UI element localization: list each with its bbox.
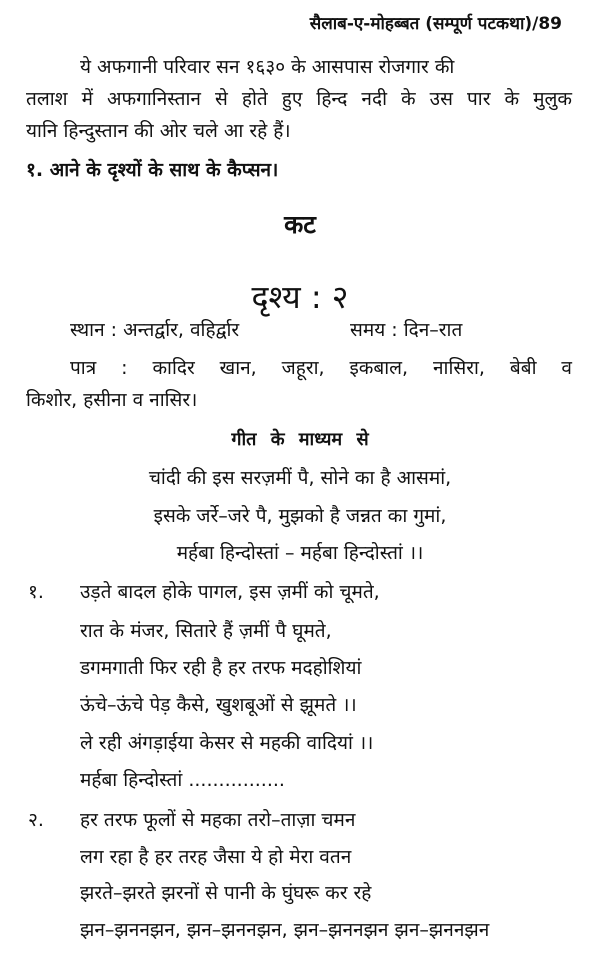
scene-characters: किशोर, हसीना व नासिर।	[26, 389, 198, 411]
stanza-number: २.	[28, 809, 44, 831]
stanza-line: हर तरफ फूलों से महका तरो–ताज़ा चमन	[80, 809, 356, 831]
intro-line: यानि हिन्दुस्तान की ओर चले आ रहे हैं।	[26, 120, 291, 142]
stanza-line: मर्हबा हिन्दोस्तां ................	[80, 769, 285, 791]
stanza-line: ऊंचे–ऊंचे पेड़ कैसे, खुशबूओं से झूमते ।।	[80, 694, 357, 716]
stanza-number: १.	[28, 581, 44, 603]
scene-title: दृश्य : २	[251, 278, 349, 316]
scene-time: समय : दिन–रात	[350, 319, 463, 341]
song-chorus-line: चांदी की इस सरज़मीं पै, सोने का है आसमां,	[148, 467, 452, 489]
stanza-line: डगमगाती फिर रही है हर तरफ मदहोशियां	[80, 657, 362, 679]
stanza-line: झन–झननझन, झन–झननझन, झन–झननझन झन–झननझन	[80, 919, 490, 941]
stanza-line: ले रही अंगड़ाईया केसर से महकी वादियां ।।	[80, 732, 374, 754]
scene-characters: पात्र : कादिर खान, जहूरा, इकबाल, नासिरा, बेबी व	[70, 357, 572, 379]
stanza-line: झरते–झरते झरनों से पानी के घुंघरू कर रहे	[80, 882, 372, 904]
caption-note: १. आने के दृश्यों के साथ के कैप्सन।	[26, 159, 279, 181]
stanza-line: लग रहा है हर तरह जैसा ये हो मेरा वतन	[80, 846, 352, 868]
cut-heading: कट	[284, 210, 316, 239]
intro-line: ये अफगानी परिवार सन १६३० के आसपास रोजगार की	[80, 56, 455, 78]
stanza-line: उड़ते बादल होके पागल, इस ज़मीं को चूमते,	[80, 581, 380, 603]
song-chorus-line: इसके जर्रे–जरे पै, मुझको है जन्नत का गुमां,	[153, 505, 447, 527]
intro-line: तलाश में अफगानिस्तान से होते हुए हिन्द नदी के उस पार के मुलुक	[26, 88, 572, 110]
stanza-line: रात के मंजर, सितारे हैं ज़मीं पै घूमते,	[80, 620, 332, 642]
scene-location: स्थान : अन्तर्द्वार, वहिर्द्वार	[70, 319, 240, 341]
song-heading: गीत के माध्यम से	[231, 429, 369, 450]
song-chorus-line: मर्हबा हिन्दोस्तां – मर्हबा हिन्दोस्तां ।।	[176, 542, 424, 564]
running-header: सैलाब-ए-मोहब्बत (सम्पूर्ण पटकथा)/89	[309, 14, 562, 34]
